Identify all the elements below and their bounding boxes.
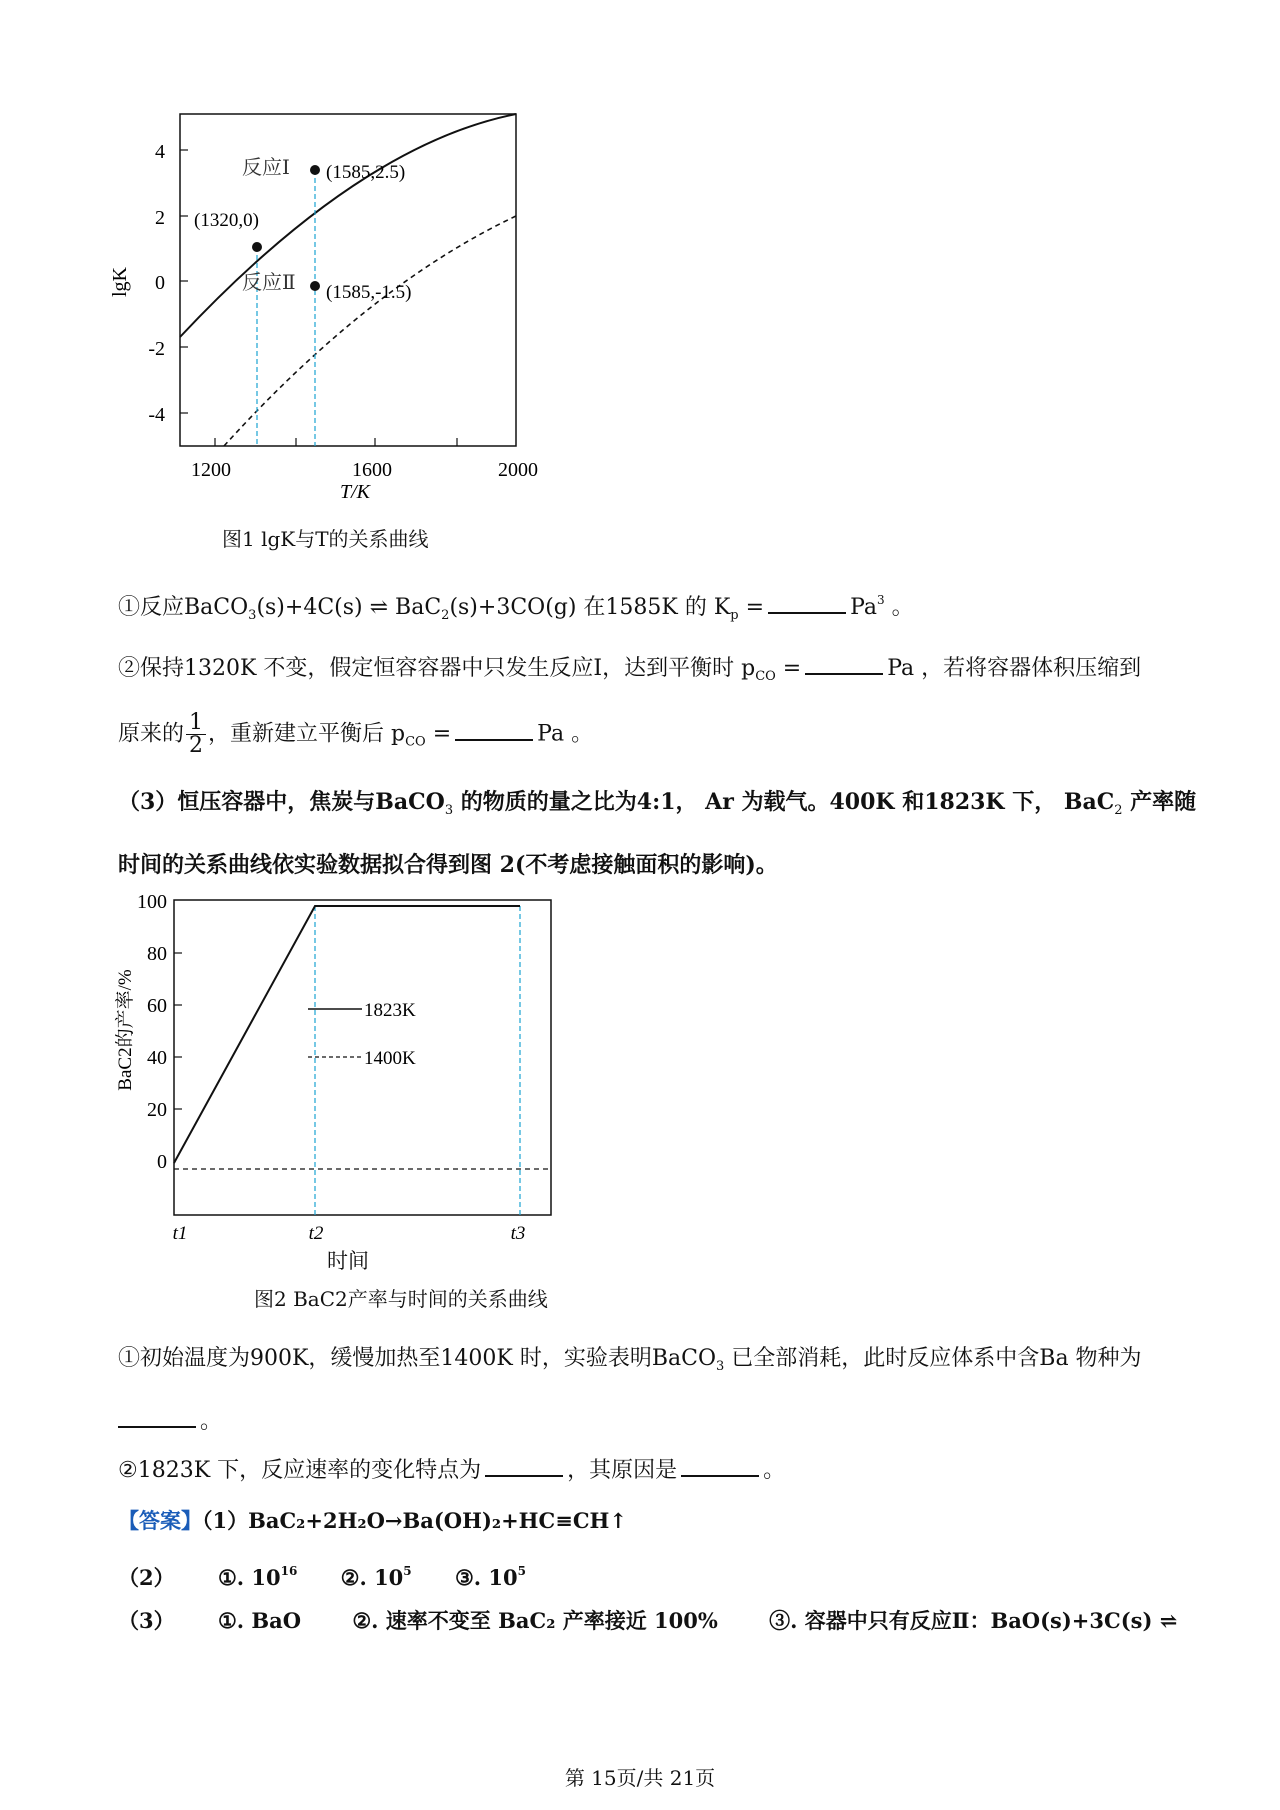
question-line-1: ①反应BaCO$_3$(s)+4C(s) ⇌ BaC$_2$(s)+3CO(g) 在1585K 的 $K_p = Pa^3$ 。	[118, 593, 914, 623]
answer-line-2: （2） ①. $10^{16}$ ②. $10^5$ ③. $10^5$	[118, 1564, 526, 1590]
fraction-one-half: $\frac{1}{2}$	[186, 712, 206, 757]
ytick-label: -4	[148, 404, 165, 426]
figure-2-xlabel: 时间	[327, 1249, 369, 1273]
ytick-label: 40	[147, 1047, 167, 1069]
x-axis-label: T/K	[339, 481, 371, 503]
point-label: (1320,0)	[194, 210, 259, 231]
ytick-label: 100	[137, 891, 167, 913]
point-1320-0	[252, 242, 262, 252]
figure-2-bac2-yield	[100, 890, 580, 1250]
question-line-5: 时间的关系曲线依实验数据拟合得到图 2(不考虑接触面积的影响)。	[118, 852, 778, 878]
ytick-label: -2	[148, 338, 165, 360]
answer-blank[interactable]	[118, 1406, 196, 1428]
ytick-label: 2	[155, 207, 165, 229]
xtick-label: t3	[510, 1223, 526, 1244]
legend-label-1823k: 1823K	[364, 1000, 416, 1021]
question-line-4: （3）恒压容器中，焦炭与BaCO$_3$ 的物质的量之比为4:1， Ar 为载气。400K 和1823K 下， BaC$_2$ 产率随	[118, 789, 1197, 818]
plot-frame	[174, 900, 551, 1215]
xtick-label: 1600	[352, 459, 392, 481]
question-3-line-2: 。	[118, 1406, 222, 1437]
point-label: (1585,2.5)	[326, 162, 406, 183]
y-axis-label: BaC2的产率/%	[115, 969, 136, 1091]
question-3-line-3: ②1823K 下，反应速率的变化特点为 ，其原因是 。	[118, 1455, 785, 1486]
xtick-label: t2	[308, 1223, 324, 1244]
page-footer: 第 15页/共 21页	[564, 1766, 716, 1790]
xtick-label: 1200	[191, 459, 231, 481]
y-axis-label: lgK	[109, 267, 131, 297]
ytick-label: 0	[157, 1151, 167, 1173]
answer-tag: 【答案】	[118, 1508, 202, 1533]
ytick-label: 80	[147, 943, 167, 965]
answer-line-3: （3） ①. BaO ②. 速率不变至 BaC₂ 产率接近 100% ③. 容器中只有反应Ⅱ：BaO(s)+3C(s) ⇌	[118, 1608, 1178, 1633]
reaction-2-label: 反应Ⅱ	[242, 272, 296, 294]
answer-blank[interactable]	[805, 653, 883, 675]
answer-blank[interactable]	[681, 1455, 759, 1477]
point-label: (1585,-1.5)	[326, 282, 412, 303]
legend-label-1400k: 1400K	[364, 1048, 416, 1069]
answer-line-1: 【答案】（1）BaC₂+2H₂O→Ba(OH)₂+HC≡CH↑	[118, 1508, 627, 1533]
point-1585-neg1.5	[310, 281, 320, 291]
ytick-label: 20	[147, 1099, 167, 1121]
ytick-label: 60	[147, 995, 167, 1017]
figure-1-caption: 图1 lgK与T的关系曲线	[222, 527, 429, 551]
xtick-label: 2000	[498, 459, 538, 481]
figure-2-caption: 图2 BaC2产率与时间的关系曲线	[254, 1287, 548, 1311]
answer-blank[interactable]	[485, 1455, 563, 1477]
point-1585-2.5	[310, 165, 320, 175]
answer-blank[interactable]	[455, 719, 533, 741]
series-1823k	[174, 906, 520, 1163]
xtick-label: t1	[172, 1223, 188, 1244]
ytick-label: 4	[155, 141, 165, 163]
question-line-2: ②保持1320K 不变，假定恒容容器中只发生反应Ⅰ，达到平衡时 $p_{CO} = Pa$ ，若将容器体积压缩到	[118, 653, 1141, 692]
ytick-label: 0	[155, 272, 165, 294]
answer-blank[interactable]	[768, 592, 846, 614]
question-3-line-1: ①初始温度为900K，缓慢加热至1400K 时，实验表明BaCO$_3$ 已全部消耗，此时反应体系中含Ba 物种为	[118, 1346, 1142, 1374]
figure-1-lgk-vs-t	[100, 100, 560, 540]
question-line-3: 原来的 $\frac{1}{2}$ ，重新建立平衡后 $p_{CO} = Pa$ 。	[118, 710, 594, 758]
reaction-1-label: 反应Ⅰ	[242, 157, 290, 179]
